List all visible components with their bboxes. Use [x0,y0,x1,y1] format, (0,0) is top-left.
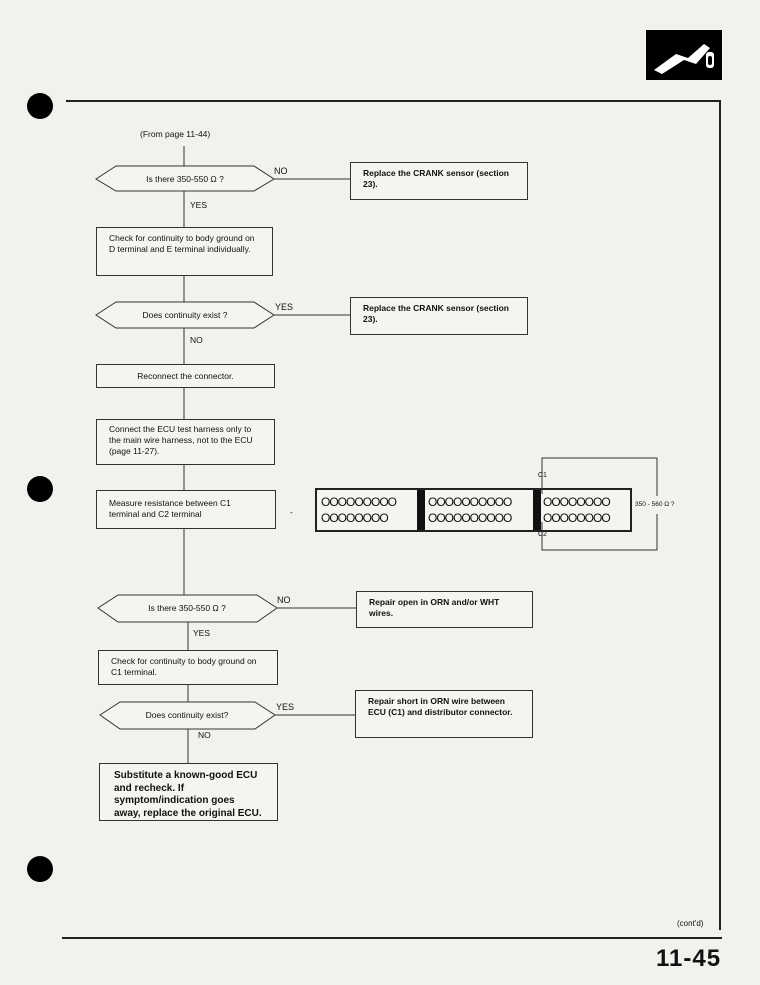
connector-pins-seg2-row2: OOOOOOOOOO [428,511,512,525]
q4-no-label: NO [198,730,211,740]
c1-label: C1 [538,472,547,479]
page-number: 11-45 [656,945,722,972]
q3-no-label: NO [277,595,291,605]
step-measure-resistance: Measure resistance between C1 terminal and C2 terminal [96,490,276,529]
q3-yes-label: YES [193,628,211,638]
q4-yes-label: YES [276,702,295,712]
step-reconnect-connector: Reconnect the connector. [96,364,275,388]
decision-q4-label: Does continuity exist? [145,710,229,720]
dash-mark: - [290,508,293,517]
connector-pins-seg1-row1: OOOOOOOOO [321,495,397,509]
step-check-continuity-d-e: Check for continuity to body ground on D terminal and E terminal individually. [96,227,273,276]
action-replace-crank-sensor-1: Replace the CRANK sensor (section 23). [350,162,528,200]
connector-pins-seg3-row2: OOOOOOOO [543,511,610,525]
step-check-continuity-c1: Check for continuity to body ground on C1 terminal. [98,650,278,685]
action-replace-crank-sensor-2: Replace the CRANK sensor (section 23). [350,297,528,335]
connector-pins-seg1-row2: OOOOOOOO [321,511,388,525]
connector-pins-seg3-row1: OOOOOOOO [543,495,610,509]
continued-label: (cont'd) [677,919,704,928]
from-page-label: (From page 11-44) [140,129,211,139]
q2-yes-label: YES [275,302,294,312]
action-repair-open-wires: Repair open in ORN and/or WHT wires. [356,591,533,628]
meter-reading-label: 350 - 560 Ω ? [635,501,675,508]
decision-q3-label: Is there 350-550 Ω ? [148,603,226,613]
decision-q2-label: Does continuity exist ? [142,310,228,320]
decision-q1-label: Is there 350-550 Ω ? [146,174,224,184]
step-connect-ecu-harness: Connect the ECU test harness only to the main wire harness, not to the ECU (page 11-27). [96,419,275,465]
q1-yes-label: YES [190,200,208,210]
c2-label: C2 [538,531,547,538]
action-repair-short-orn-wire: Repair short in ORN wire between ECU (C1) and distributor connector. [355,690,533,738]
q2-no-label: NO [190,335,203,345]
q1-no-label: NO [274,166,288,176]
step-substitute-ecu: Substitute a known-good ECU and recheck. If symptom/indication goes away, replace the original ECU. [99,763,278,821]
connector-pins-seg2-row1: OOOOOOOOOO [428,495,512,509]
